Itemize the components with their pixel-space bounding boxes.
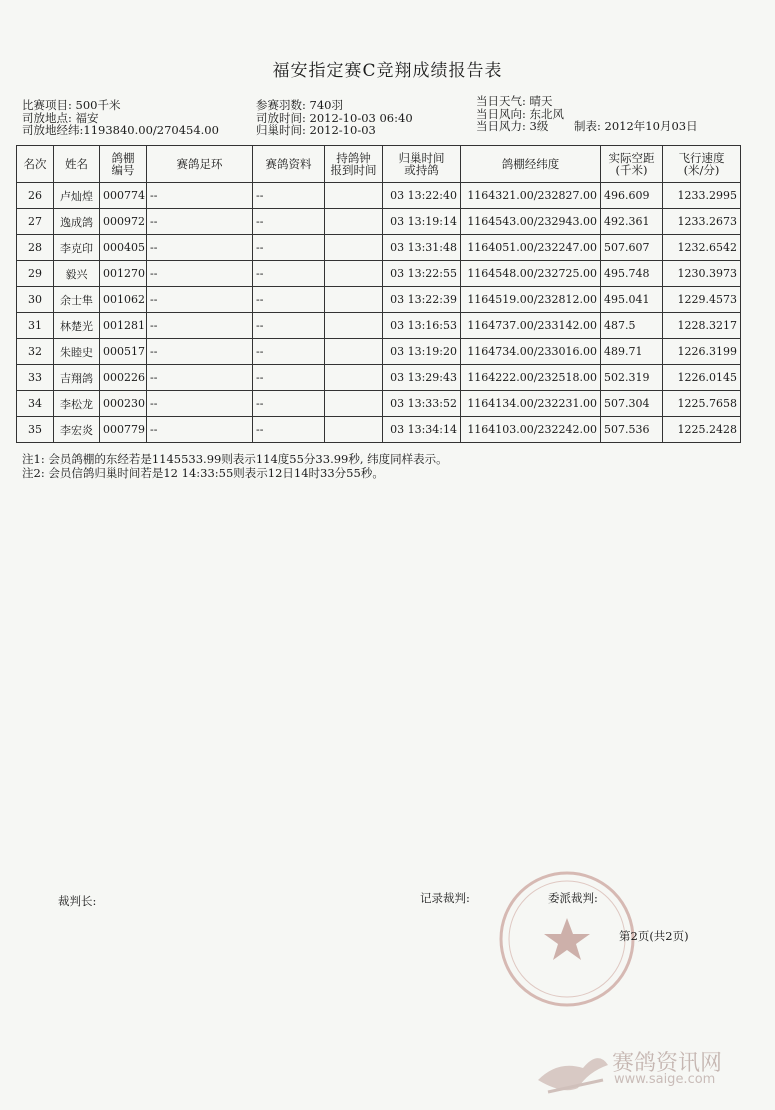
column-header-line: 飞行速度 bbox=[678, 151, 725, 165]
cell-name: 卢灿煌 bbox=[54, 183, 100, 209]
race-info-left bbox=[22, 99, 219, 137]
cell-distance: 487.5 bbox=[601, 313, 663, 339]
cell-speed: 1225.7658 bbox=[663, 391, 741, 417]
cell-coords: 1164519.00/232812.00 bbox=[461, 287, 601, 313]
column-header bbox=[383, 146, 461, 183]
cell-name: 林楚光 bbox=[54, 313, 100, 339]
cell-return-time: 03 13:22:39 bbox=[383, 287, 461, 313]
cell-return-time: 03 13:19:14 bbox=[383, 209, 461, 235]
cell-name: 余士隼 bbox=[54, 287, 100, 313]
cell-clock-time bbox=[325, 261, 383, 287]
column-header bbox=[461, 146, 601, 183]
cell-loft-no: 000230 bbox=[100, 391, 147, 417]
cell-ring: -- bbox=[147, 365, 253, 391]
cell-coords: 1164548.00/232725.00 bbox=[461, 261, 601, 287]
cell-ring: -- bbox=[147, 261, 253, 287]
cell-clock-time bbox=[325, 287, 383, 313]
cell-info: -- bbox=[253, 183, 325, 209]
cell-loft-no: 000517 bbox=[100, 339, 147, 365]
column-header-line: 赛鸽资料 bbox=[265, 157, 312, 171]
cell-loft-no: 000779 bbox=[100, 417, 147, 443]
column-header-line: 鸽棚经纬度 bbox=[501, 157, 560, 171]
cell-loft-no: 001062 bbox=[100, 287, 147, 313]
cell-clock-time bbox=[325, 209, 383, 235]
watermark-text: 赛鸽资讯网 bbox=[612, 1051, 723, 1076]
cell-distance: 507.607 bbox=[601, 235, 663, 261]
cell-coords: 1164321.00/232827.00 bbox=[461, 183, 601, 209]
column-header-line: 归巢时间 bbox=[398, 151, 445, 165]
cell-rank: 28 bbox=[17, 235, 54, 261]
cell-speed: 1226.0145 bbox=[663, 365, 741, 391]
note-2: 注2: 会员信鸽归巢时间若是12 14:33:55则表示12日14时33分55秒。 bbox=[22, 466, 384, 480]
entries-count: 参赛羽数: 740羽 bbox=[256, 98, 343, 112]
table-row bbox=[17, 339, 741, 365]
cell-clock-time bbox=[325, 339, 383, 365]
cell-speed: 1233.2673 bbox=[663, 209, 741, 235]
cell-speed: 1230.3973 bbox=[663, 261, 741, 287]
table-row bbox=[17, 235, 741, 261]
cell-distance: 495.041 bbox=[601, 287, 663, 313]
cell-ring: -- bbox=[147, 287, 253, 313]
cell-loft-no: 001281 bbox=[100, 313, 147, 339]
table-header-row bbox=[17, 146, 741, 183]
cell-clock-time bbox=[325, 417, 383, 443]
cell-rank: 29 bbox=[17, 261, 54, 287]
cell-loft-no: 000774 bbox=[100, 183, 147, 209]
cell-distance: 507.304 bbox=[601, 391, 663, 417]
release-place: 司放地点: 福安 bbox=[22, 110, 99, 125]
column-header-line: (千米) bbox=[615, 163, 648, 177]
column-header-line: 报到时间 bbox=[330, 163, 377, 177]
cell-return-time: 03 13:22:40 bbox=[383, 183, 461, 209]
cell-coords: 1164222.00/232518.00 bbox=[461, 365, 601, 391]
cell-speed: 1225.2428 bbox=[663, 417, 741, 443]
cell-distance: 496.609 bbox=[601, 183, 663, 209]
cell-return-time: 03 13:33:52 bbox=[383, 391, 461, 417]
cell-speed: 1233.2995 bbox=[663, 183, 741, 209]
cell-ring: -- bbox=[147, 417, 253, 443]
cell-info: -- bbox=[253, 261, 325, 287]
cell-return-time: 03 13:34:14 bbox=[383, 417, 461, 443]
table-row bbox=[17, 183, 741, 209]
cell-rank: 33 bbox=[17, 365, 54, 391]
column-header-line: 鸽棚 bbox=[111, 151, 135, 165]
race-info-right bbox=[476, 95, 698, 133]
release-time: 司放时间: 2012-10-03 06:40 bbox=[256, 110, 413, 125]
column-header bbox=[54, 146, 100, 183]
cell-info: -- bbox=[253, 209, 325, 235]
chief-judge-label: 裁判长: bbox=[58, 894, 97, 908]
column-header bbox=[663, 146, 741, 183]
table-row bbox=[17, 313, 741, 339]
results-table bbox=[16, 145, 741, 443]
cell-coords: 1164737.00/233142.00 bbox=[461, 313, 601, 339]
table-row bbox=[17, 261, 741, 287]
column-header bbox=[253, 146, 325, 183]
cell-rank: 26 bbox=[17, 183, 54, 209]
column-header-line: 姓名 bbox=[65, 157, 88, 171]
column-header-line: 实际空距 bbox=[608, 151, 655, 165]
column-header bbox=[325, 146, 383, 183]
cell-name: 李宏炎 bbox=[54, 417, 100, 443]
cell-rank: 30 bbox=[17, 287, 54, 313]
cell-ring: -- bbox=[147, 209, 253, 235]
cell-loft-no: 001270 bbox=[100, 261, 147, 287]
cell-info: -- bbox=[253, 235, 325, 261]
column-header bbox=[601, 146, 663, 183]
column-header-line: 名次 bbox=[23, 157, 47, 171]
cell-clock-time bbox=[325, 391, 383, 417]
wind-direction: 当日风向: 东北风 bbox=[476, 106, 565, 121]
cell-name: 逸成鸽 bbox=[54, 209, 100, 235]
page-number: 第2页(共2页) bbox=[619, 929, 689, 943]
cell-info: -- bbox=[253, 391, 325, 417]
cell-return-time: 03 13:19:20 bbox=[383, 339, 461, 365]
table-row bbox=[17, 391, 741, 417]
column-header-line: 持鸽钟 bbox=[336, 151, 371, 165]
cell-coords: 1164134.00/232231.00 bbox=[461, 391, 601, 417]
cell-info: -- bbox=[253, 287, 325, 313]
column-header-line: (米/分) bbox=[683, 163, 720, 177]
cell-coords: 1164051.00/232247.00 bbox=[461, 235, 601, 261]
cell-ring: -- bbox=[147, 391, 253, 417]
cell-distance: 495.748 bbox=[601, 261, 663, 287]
cell-loft-no: 000226 bbox=[100, 365, 147, 391]
cell-return-time: 03 13:22:55 bbox=[383, 261, 461, 287]
table-body bbox=[17, 183, 741, 443]
column-header-line: 编号 bbox=[111, 163, 135, 177]
made-date: 制表: 2012年10月03日 bbox=[574, 119, 698, 133]
cell-rank: 34 bbox=[17, 391, 54, 417]
cell-speed: 1226.3199 bbox=[663, 339, 741, 365]
cell-distance: 489.71 bbox=[601, 339, 663, 365]
release-coords: 司放地经纬:1193840.00/270454.00 bbox=[22, 123, 219, 137]
cell-ring: -- bbox=[147, 183, 253, 209]
cell-ring: -- bbox=[147, 339, 253, 365]
official-stamp bbox=[496, 868, 638, 1010]
cell-speed: 1229.4573 bbox=[663, 287, 741, 313]
return-time: 归巢时间: 2012-10-03 bbox=[256, 123, 376, 137]
cell-coords: 1164734.00/233016.00 bbox=[461, 339, 601, 365]
cell-speed: 1232.6542 bbox=[663, 235, 741, 261]
table-row bbox=[17, 209, 741, 235]
column-header bbox=[147, 146, 253, 183]
note-1: 注1: 会员鸽棚的东经若是1145533.99则表示114度55分33.99秒, 纬度同样表示。 bbox=[22, 452, 448, 466]
column-header-line: 或持鸽 bbox=[404, 163, 439, 177]
cell-info: -- bbox=[253, 339, 325, 365]
cell-rank: 27 bbox=[17, 209, 54, 235]
record-judge-label: 记录裁判: bbox=[420, 891, 470, 905]
table-row bbox=[17, 365, 741, 391]
cell-rank: 31 bbox=[17, 313, 54, 339]
cell-rank: 32 bbox=[17, 339, 54, 365]
cell-return-time: 03 13:29:43 bbox=[383, 365, 461, 391]
cell-rank: 35 bbox=[17, 417, 54, 443]
cell-loft-no: 000405 bbox=[100, 235, 147, 261]
cell-clock-time bbox=[325, 365, 383, 391]
cell-name: 吉翔鸽 bbox=[54, 365, 100, 391]
cell-name: 朱睦史 bbox=[54, 339, 100, 365]
appointed-judge-label: 委派裁判: bbox=[548, 891, 598, 905]
stamp-star-icon bbox=[544, 918, 590, 960]
cell-loft-no: 000972 bbox=[100, 209, 147, 235]
table-row bbox=[17, 417, 741, 443]
cell-clock-time bbox=[325, 183, 383, 209]
cell-return-time: 03 13:31:48 bbox=[383, 235, 461, 261]
race-item: 比赛项目: 500千米 bbox=[22, 98, 121, 112]
cell-coords: 1164103.00/232242.00 bbox=[461, 417, 601, 443]
cell-info: -- bbox=[253, 313, 325, 339]
cell-name: 李克印 bbox=[54, 235, 100, 261]
cell-clock-time bbox=[325, 313, 383, 339]
cell-ring: -- bbox=[147, 235, 253, 261]
column-header bbox=[100, 146, 147, 183]
wind-force bbox=[476, 120, 698, 133]
cell-info: -- bbox=[253, 365, 325, 391]
weather: 当日天气: 晴天 bbox=[476, 94, 553, 108]
wind-force-value: 当日风力: 3级 bbox=[476, 119, 549, 133]
cell-name: 李松龙 bbox=[54, 391, 100, 417]
table-row bbox=[17, 287, 741, 313]
cell-ring: -- bbox=[147, 313, 253, 339]
cell-distance: 507.536 bbox=[601, 417, 663, 443]
cell-info: -- bbox=[253, 417, 325, 443]
column-header bbox=[17, 146, 54, 183]
cell-name: 毅兴 bbox=[54, 261, 100, 287]
watermark-url: www.saige.com bbox=[614, 1072, 716, 1087]
cell-coords: 1164543.00/232943.00 bbox=[461, 209, 601, 235]
race-info-middle bbox=[256, 99, 413, 137]
cell-distance: 502.319 bbox=[601, 365, 663, 391]
cell-clock-time bbox=[325, 235, 383, 261]
page-title: 福安指定赛C竞翔成绩报告表 bbox=[272, 61, 503, 81]
cell-distance: 492.361 bbox=[601, 209, 663, 235]
cell-speed: 1228.3217 bbox=[663, 313, 741, 339]
cell-return-time: 03 13:16:53 bbox=[383, 313, 461, 339]
column-header-line: 赛鸽足环 bbox=[176, 157, 223, 171]
notes bbox=[22, 452, 448, 480]
